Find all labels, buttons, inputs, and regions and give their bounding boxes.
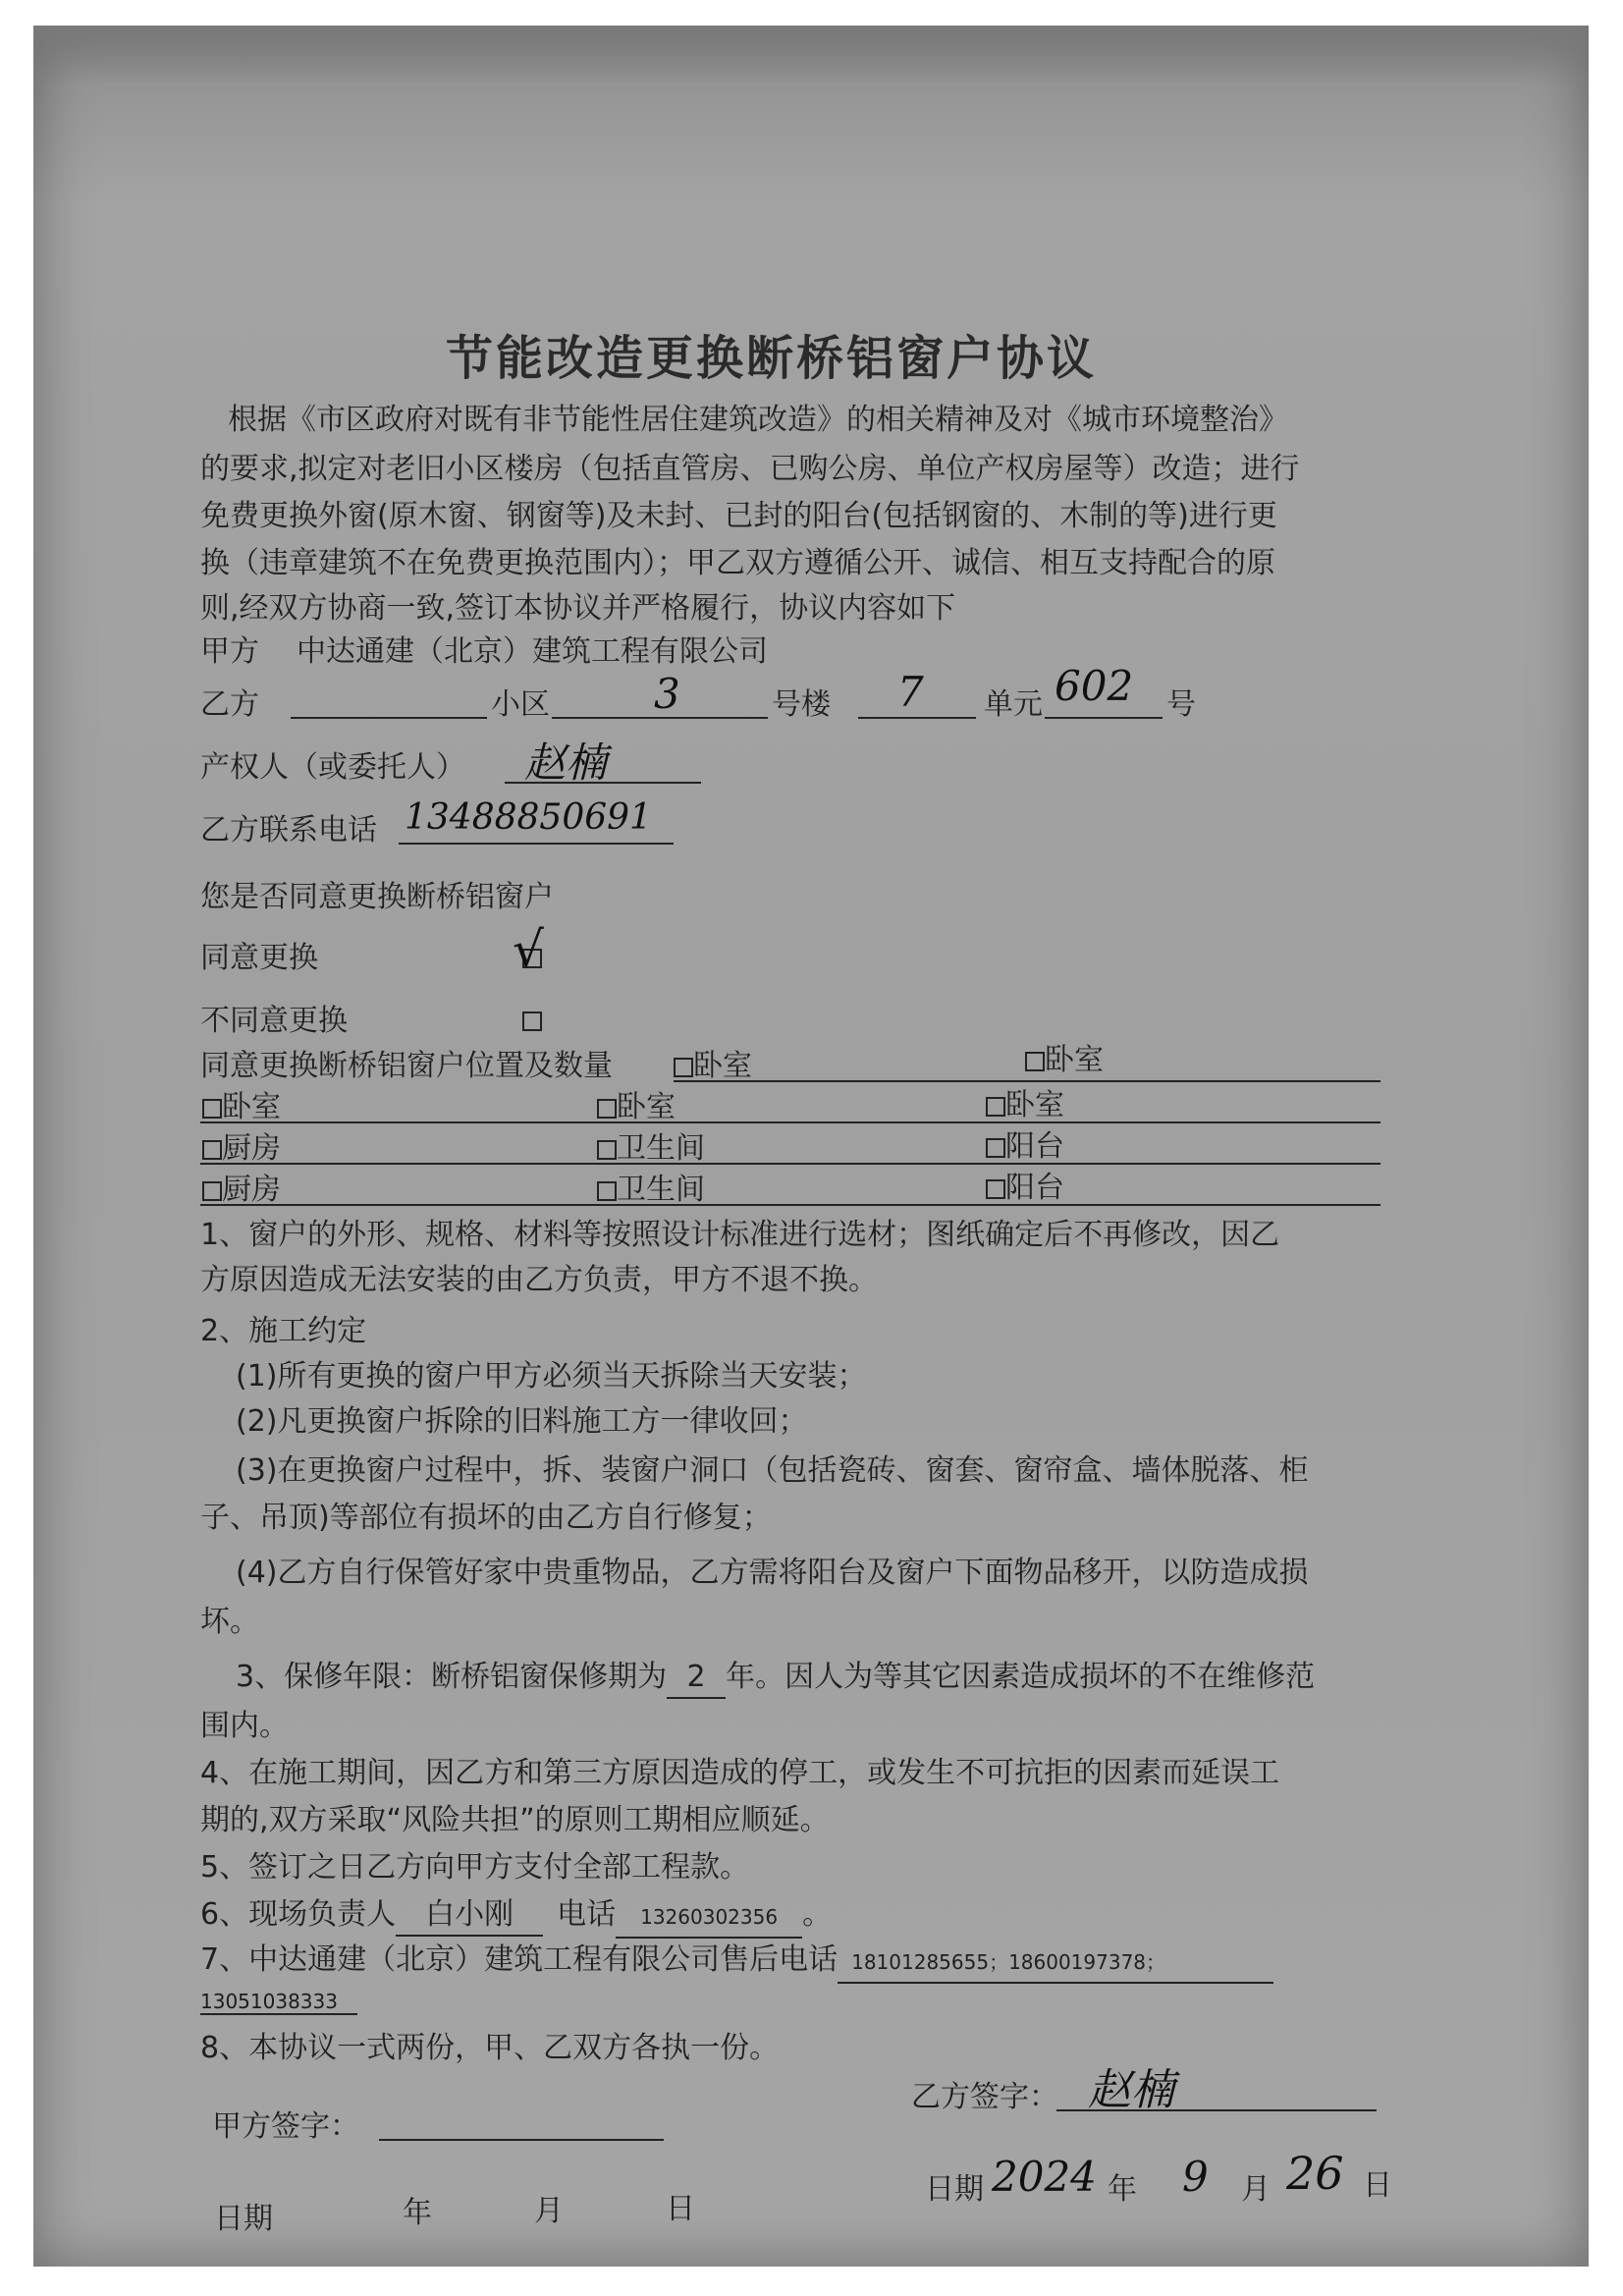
- phone-value: 13488850691: [405, 797, 652, 838]
- party-b-sign-label: 乙方签字：: [911, 2080, 1058, 2114]
- position-item[interactable]: [202, 1171, 281, 1210]
- position-label: 卧室: [1005, 1088, 1064, 1122]
- positions-row-3-line: [200, 1163, 1380, 1165]
- positions-label: 同意更换断桥铝窗户位置及数量: [200, 1049, 613, 1083]
- position-item[interactable]: [597, 1171, 705, 1210]
- site-manager-name: 白小刚: [396, 1895, 543, 1937]
- clause-3-line-1: 3、保修年限：断桥铝窗保修期为 2 年。因人为等其它因素造成损坏的不在维修范: [236, 1658, 1315, 1699]
- option-disagree-checkbox[interactable]: [522, 1011, 542, 1033]
- position-item[interactable]: [986, 1127, 1064, 1167]
- position-item[interactable]: [597, 1088, 676, 1127]
- intro-line-2: 的要求,拟定对老旧小区楼房（包括直管房、已购公房、单位产权房屋等）改造；进行: [200, 452, 1300, 486]
- clause-6: 6、现场负责人 白小刚 电话 13260302356 。: [200, 1895, 832, 1939]
- building-label: 号楼: [772, 687, 831, 722]
- position-item[interactable]: [986, 1169, 1064, 1208]
- position-label: 卧室: [617, 1090, 676, 1124]
- position-label: 卧室: [1045, 1043, 1104, 1077]
- intro-line-3: 免费更换外窗(原木窗、钢窗等)及未封、已封的阳台(包括钢窗的、木制的等)进行更: [200, 499, 1277, 533]
- party-b-month-label: 月: [1241, 2172, 1271, 2207]
- positions-row-2-line: [200, 1121, 1380, 1123]
- clause-5: 5、签订之日乙方向甲方支付全部工程款。: [200, 1850, 750, 1885]
- unit-blank: [858, 717, 976, 719]
- clause-4-line-2: 期的,双方采取“风险共担”的原则工期相应顺延。: [200, 1803, 830, 1837]
- position-item[interactable]: [202, 1088, 281, 1127]
- aftersales-phones: 18101285655；18600197378；: [838, 1942, 1273, 1984]
- clause-1-line-2: 方原因造成无法安装的由乙方负责，甲方不退不换。: [200, 1263, 878, 1297]
- position-item[interactable]: [674, 1047, 752, 1086]
- position-label: 卫生间: [617, 1173, 705, 1207]
- unit-label: 单元: [984, 687, 1043, 722]
- clause-3-line-2: 围内。: [200, 1709, 289, 1743]
- scan-shadow: [33, 26, 1589, 84]
- party-a-value: 中达通建（北京）建筑工程有限公司: [297, 634, 768, 669]
- scanned-page: [33, 26, 1589, 2267]
- position-item[interactable]: [986, 1086, 1064, 1125]
- room-blank: [1045, 717, 1163, 719]
- position-label: 阳台: [1005, 1129, 1064, 1164]
- clause-8: 8、本协议一式两份，甲、乙双方各执一份。: [200, 2031, 780, 2065]
- party-b-signature: 赵楠: [1088, 2065, 1174, 2115]
- phone-blank: [399, 843, 674, 845]
- position-label: 卧室: [693, 1049, 752, 1083]
- position-label: 厨房: [222, 1131, 281, 1166]
- party-b-day: 26: [1286, 2147, 1344, 2200]
- clause-2-item-1: (1)所有更换的窗户甲方必须当天拆除当天安装；: [236, 1359, 867, 1394]
- position-item[interactable]: [597, 1129, 705, 1169]
- party-b-label: 乙方: [200, 687, 259, 722]
- phone-label: 乙方联系电话: [200, 813, 377, 847]
- document-title: 节能改造更换断桥铝窗户协议: [446, 331, 1098, 386]
- position-item[interactable]: [1025, 1041, 1104, 1080]
- party-b-date-label: 日期: [925, 2172, 984, 2207]
- room-label: 号: [1166, 687, 1196, 722]
- party-a-month-label: 月: [534, 2194, 564, 2228]
- party-b-year: 2024: [992, 2153, 1097, 2201]
- building-number: 3: [654, 670, 680, 718]
- party-b-month: 9: [1182, 2153, 1209, 2201]
- warranty-years: 2: [667, 1658, 726, 1699]
- clause-2-item-2: (2)凡更换窗户拆除的旧料施工方一律收回；: [236, 1404, 808, 1439]
- intro-line-5: 则,经双方协商一致,签订本协议并严格履行，协议内容如下: [200, 591, 956, 626]
- party-a-sign-label: 甲方签字：: [212, 2109, 359, 2144]
- party-b-day-label: 日: [1363, 2168, 1392, 2203]
- owner-label: 产权人（或委托人）: [200, 750, 465, 785]
- owner-signature: 赵楠: [524, 738, 608, 787]
- party-a-date-label: 日期: [214, 2202, 273, 2236]
- clause-7: 7、中达通建（北京）建筑工程有限公司售后电话 18101285655；18600197378；: [200, 1941, 1273, 1984]
- position-label: 阳台: [1005, 1171, 1064, 1205]
- check-mark: √: [513, 921, 544, 978]
- aftersales-phone-3: 13051038333: [200, 1990, 357, 2015]
- party-a-sign-line: [379, 2139, 664, 2141]
- party-a-label: 甲方: [200, 634, 259, 669]
- positions-row-4-line: [200, 1204, 1380, 1206]
- positions-row-1-line: [674, 1080, 1380, 1082]
- option-disagree-label: 不同意更换: [200, 1004, 348, 1038]
- community-label: 小区: [491, 687, 550, 722]
- clause-4-line-1: 4、在施工期间，因乙方和第三方原因造成的停工，或发生不可抗拒的因素而延误工: [200, 1756, 1280, 1790]
- clause-2-item-4-line-1: (4)乙方自行保管好家中贵重物品，乙方需将阳台及窗户下面物品移开，以防造成损: [236, 1556, 1309, 1590]
- clause-2-item-3-line-1: (3)在更换窗户过程中，拆、装窗户洞口（包括瓷砖、窗套、窗帘盒、墙体脱落、柜: [236, 1453, 1309, 1488]
- position-label: 卫生间: [617, 1131, 705, 1166]
- party-b-year-label: 年: [1108, 2172, 1137, 2207]
- party-a-year-label: 年: [403, 2196, 432, 2230]
- clause-1-line-1: 1、窗户的外形、规格、材料等按照设计标准进行选材；图纸确定后不再修改，因乙: [200, 1218, 1280, 1252]
- clause-2-item-3-line-2: 子、吊顶)等部位有损坏的由乙方自行修复；: [200, 1501, 772, 1535]
- community-blank: [291, 717, 487, 719]
- unit-number: 7: [897, 668, 924, 716]
- clause-2-item-4-line-2: 坏。: [200, 1605, 259, 1639]
- intro-line-1: 根据《市区政府对既有非节能性居住建筑改造》的相关精神及对《城市环境整治》: [228, 403, 1288, 437]
- party-a-day-label: 日: [666, 2192, 695, 2226]
- room-number: 602: [1055, 662, 1134, 710]
- position-item[interactable]: [202, 1129, 281, 1169]
- clause-2-title: 2、施工约定: [200, 1314, 367, 1348]
- option-agree-label: 同意更换: [200, 941, 318, 975]
- consent-question: 您是否同意更换断桥铝窗户: [200, 880, 554, 914]
- position-label: 厨房: [222, 1173, 281, 1207]
- position-label: 卧室: [222, 1090, 281, 1124]
- site-manager-phone: 13260302356: [616, 1897, 802, 1939]
- intro-line-4: 换（违章建筑不在免费更换范围内）；甲乙双方遵循公开、诚信、相互支持配合的原: [200, 546, 1275, 580]
